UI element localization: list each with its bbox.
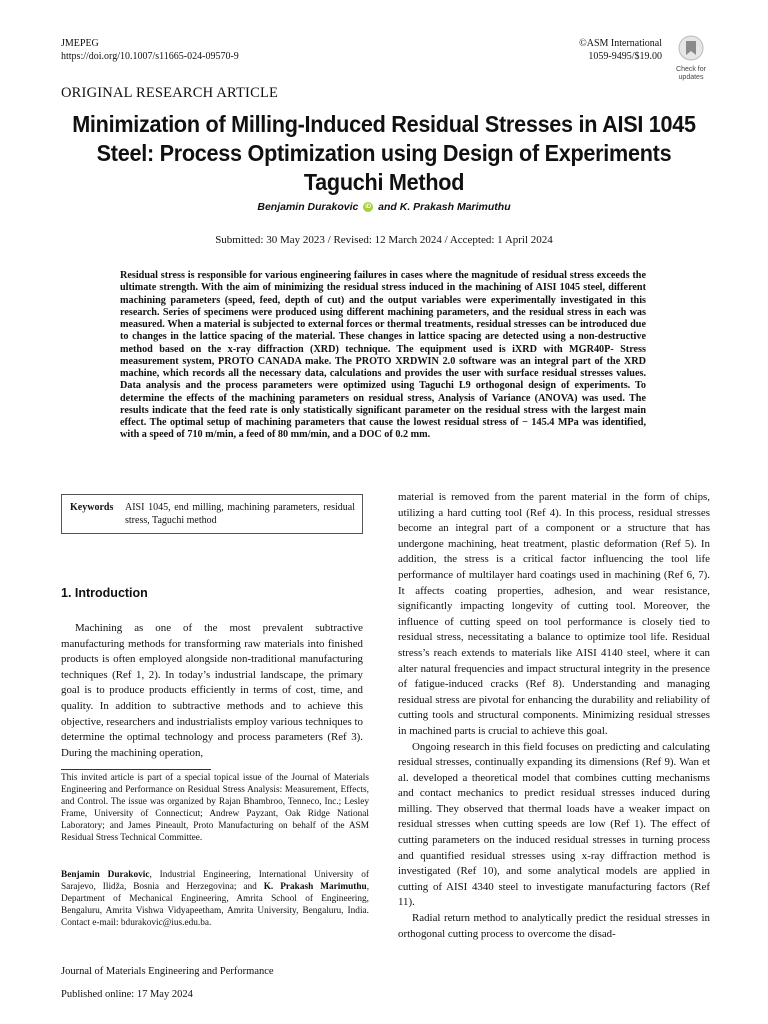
footer-published-date: Published online: 17 May 2024: [61, 989, 193, 1000]
intro-paragraph: [61, 621, 363, 761]
author-1[interactable]: Benjamin Durakovic: [257, 201, 359, 213]
footnote-divider: [61, 769, 211, 770]
footnote-affiliations: [61, 869, 369, 929]
badge-text-1: Check for: [676, 66, 706, 73]
affil-name-2: K. Prakash Marimuthu: [263, 882, 367, 893]
submission-dates: Submitted: 30 May 2023 / Revised: 12 March 2024 / Accepted: 1 April 2024: [215, 234, 553, 246]
affil-name-1: Benjamin Durakovic: [61, 870, 150, 880]
price: 1059-9495/$19.00: [588, 50, 662, 62]
body-paragraph-2: Ongoing research in this field focuses on predicting and calculating residual stresses, continually expanding its dimensions (Ref 9). Wan et al. developed a theoretical model that combines cutting mechanisms and contact mechanics to predict residual stresses induced during milling. They observed that thermal loads have a weaker impact on residual stresses when cutting speeds are low (Ref 1). The effect of cutting parameters on the induced residual stresses in turning process and quantified residual stresses using x-ray diffraction method is investigated (Ref 10), and some analytical models are applied in cutting of AISI 4340 steel to investigate manufacturing factors (Ref 11).: [398, 740, 710, 909]
footnote-topical-issue: This invited article is part of a special topical issue of the Journal of Materials Engineering and Performance on Residual Stress Analysis: Measurement, Effects, and Control. The issue was organized by Rajan Bhambroo, Tenneco, Inc.; Lesley Frame, University of Connecticut; Andrew Payzant, Oak Ridge National Laboratory; and James Pineault, Proto Manufacturing on behalf of the ASM Residual Stress Technical Committee.: [61, 773, 369, 844]
running-header-right: [579, 38, 662, 63]
orcid-icon[interactable]: iD: [365, 204, 372, 211]
running-header-left: [61, 38, 239, 63]
article-type: ORIGINAL RESEARCH ARTICLE: [61, 85, 279, 101]
article-title: Minimization of Milling-Induced Residual Stresses in AISI 1045 Steel: Process Optimization using Design of Experiments Taguchi Method: [72, 111, 696, 195]
keywords-box: [61, 494, 363, 534]
journal-code: JMEPEG: [61, 38, 99, 49]
badge-text-2: updates: [678, 73, 704, 81]
doi-link[interactable]: https://doi.org/10.1007/s11665-024-09570-9: [61, 50, 239, 62]
keywords-text: AISI 1045, end milling, machining parameters, residual stress, Taguchi method: [125, 502, 355, 526]
copyright: ©ASM International: [579, 38, 662, 49]
intro-text: Machining as one of the most prevalent subtractive manufacturing methods for transforming raw materials into finished products is often employed alongside non-traditional manufacturing techniques (Ref 1, 2). In today’s industrial landscape, the primary goal is to produce products efficiently in terms of cost, time, and quality. In addition to subtractive methods and to achieve this objective, researchers and industrialists employ various techniques to determine the optimal technology and process parameters (Ref 3). During the machining operation,: [61, 622, 363, 759]
bookmark-icon: [671, 35, 711, 61]
abstract: Residual stress is responsible for various engineering failures in cases where the magnitude of residual stress exceeds the ultimate strength. With the aim of minimizing the residual stress induced in the machining of AISI 1045 steel, different machining parameters (speed, feed, depth of cut) and the output variables were experimentally investigated in this research. Series of specimens were produced using different machining parameters, and the residual stress in each was measured. When a material is subjected to external forces or thermal treatments, residual stresses can be introduced due to changes in the lattice spacing of the material. These changes in lattice spacing are detected using a non-destructive method based on the x-ray diffraction (XRD) technique. The equipment used is iXRD with MGR40P- Stress measurement system, PROTO CANADA make. The PROTO XRDWIN 2.0 software was an integral part of the XRD machine, which records all the necessary data, calculations and provides the user with surface residual stresses values. Data analysis and the process parameters were optimized using Taguchi L9 orthogonal design of experiments. To determine the effects of the machining parameters on residual stress, Analysis of Variance (ANOVA) was used. The results indicate that the feed rate is only statistically significant parameter on the residual stress with the largest main effect. The optimal setup of machining parameters that cause the lowest residual stress of − 145.4 MPa was identified, with a speed of 710 m/min, a feed of 80 mm/min, and a DOC of 0.2 mm.: [120, 270, 646, 441]
affil-text-1: , Industrial Engineering, International University of Sarajevo, Ilidža, Bosnia and Herzegovina; and: [61, 870, 369, 893]
footer-journal-name: Journal of Materials Engineering and Performance: [61, 966, 274, 977]
author-list: [0, 201, 768, 213]
check-for-updates-badge[interactable]: [671, 35, 711, 81]
body-paragraph-3: Radial return method to analytically predict the residual stresses in orthogonal cutting process to overcome the disad-: [398, 912, 710, 940]
section-heading: 1. Introduction: [61, 586, 148, 600]
keywords-label: Keywords: [70, 502, 114, 513]
author-2[interactable]: and K. Prakash Marimuthu: [378, 201, 511, 213]
affil-text-2: , Department of Mechanical Engineering, Amrita School of Engineering, Bengaluru, Amrita Vishwa Vidyapeetham, Amrita University, Bengaluru, India. Contact e-mail: bdurakovic@ius.edu.ba.: [61, 882, 370, 929]
right-column: [398, 490, 710, 942]
body-paragraph-1: material is removed from the parent material in the form of chips, utilizing a hard cutting tool (Ref 4). In this process, residual stresses become an integral part of a component or a structure that has undergone machining, heat treatment, plastic deformation (Ref 5). In addition, the stress is a critical factor influencing the tool life performance of multilayer hard coatings used in machining (Ref 6, 7). It affects coating properties, adhesion, and wear resistance, significantly impacting longevity of cutting tool. Moreover, the influence of cutting speed on tool performance is closely tied to residual stress, necessitating a balance to optimize tool life. Residual stress’s reach extends to materials like AISI 4140 steel, where it can alter natural frequencies and impact structural integrity in the presence of fatigue-induced cracks (Ref 8). Understanding and managing residual stress are pivotal for enhancing the durability and reliability of cutting tools and structural components. Minimizing residual stresses in machined parts is crucial to achieve this goal.: [398, 491, 710, 737]
